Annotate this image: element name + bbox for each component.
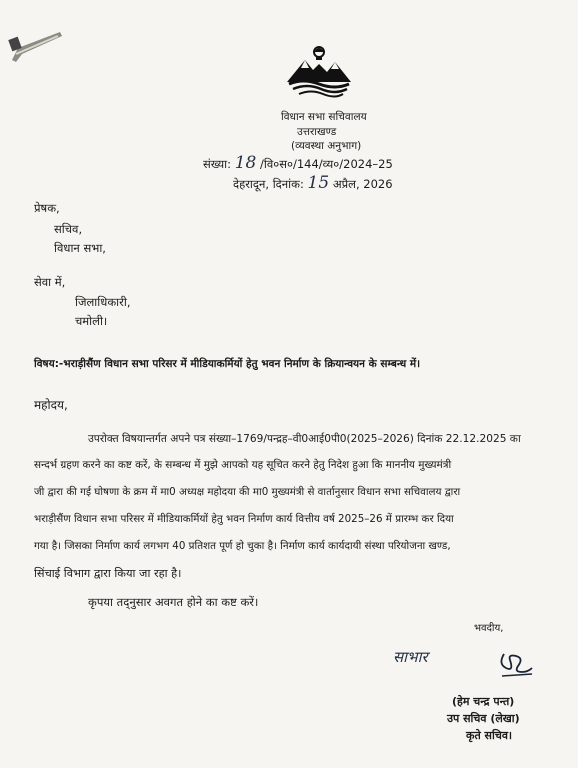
- body-line-5: गया है। जिसका निर्माण कार्य लगभग 40 प्रतिशत पूर्ण हो चुका है। निर्माण कार्य कार्यदायी संस्था परियोजना खण्ड,: [34, 540, 451, 552]
- saabhar-handwritten: [393, 647, 449, 671]
- department-name: (व्यवस्था अनुभाग): [291, 140, 362, 152]
- sender-line-1: सचिव,: [54, 222, 83, 236]
- sender-line-2: विधान सभा,: [54, 241, 106, 255]
- office-name: विधान सभा सचिवालय: [281, 111, 367, 123]
- salutation: महोदय,: [34, 398, 68, 412]
- signatory-designation: उप सचिव (लेखा): [447, 712, 520, 725]
- recipient-label: सेवा में,: [34, 275, 66, 289]
- body-line-1: उपरोक्त विषयान्तर्गत अपने पत्र संख्या–1769/पन्द्रह–वी0आई0पी0(2025–2026) दिनांक 22.12.2025 का: [88, 433, 521, 445]
- body-line-4: भराड़ीसैंण विधान सभा परिसर में मीडियाकर्मियों हेतु भवन निर्माण कार्य वित्तीय वर्ष 2025–26 में प्रारम्भ कर दिया: [34, 513, 454, 525]
- closing-request: कृपया तद्नुसार अवगत होने का कष्ट करें।: [88, 595, 259, 609]
- signatory-name: (हेम चन्द्र पन्त): [452, 695, 515, 708]
- ref-label: संख्या:: [203, 157, 232, 171]
- valediction: भवदीय,: [474, 623, 504, 634]
- paper-clip-icon: [8, 30, 64, 64]
- body-line-2: सन्दर्भ ग्रहण करने का कष्ट करें, के सम्बन्ध में मुझे आपको यह सूचित करने हेतु निदेश हुआ कि माननीय मुख्यमंत्री: [34, 459, 452, 471]
- body-line-6: सिंचाई विभाग द्वारा किया जा रहा है।: [34, 567, 182, 580]
- sender-label: प्रेषक,: [34, 201, 60, 215]
- letter-date: [233, 173, 393, 193]
- date-rest: अप्रैल, 2026: [332, 177, 393, 191]
- ref-number-handwritten: 18: [234, 153, 257, 173]
- ref-rest: /वि०स०/144/व्य०/2024–25: [259, 157, 393, 171]
- handwritten-signature-icon: [496, 650, 536, 680]
- saabhar-text: साभार: [393, 648, 428, 666]
- uttarakhand-emblem-icon: [283, 38, 355, 98]
- recipient-line-1: जिलाधिकारी,: [75, 295, 131, 309]
- recipient-line-2: चमोली।: [75, 314, 108, 328]
- date-label: देहरादून, दिनांक:: [233, 177, 304, 191]
- body-line-3: जी द्वारा की गई घोषणा के क्रम में मा0 अध्यक्ष महोदया की मा0 मुख्यमंत्री से वार्तानुसार विधान सभा सचिवालय द्वारा: [34, 486, 461, 498]
- state-name: उत्तराखण्ड: [297, 126, 337, 138]
- subject-line: विषय:-भराड़ीसैंण विधान सभा परिसर में मीडियाकर्मियों हेतु भवन निर्माण के क्रियान्वयन के सम्बन्ध में।: [34, 358, 421, 370]
- reference-number: [203, 153, 393, 173]
- signatory-for: कृते सचिव।: [466, 729, 513, 742]
- date-day-handwritten: 15: [307, 173, 330, 193]
